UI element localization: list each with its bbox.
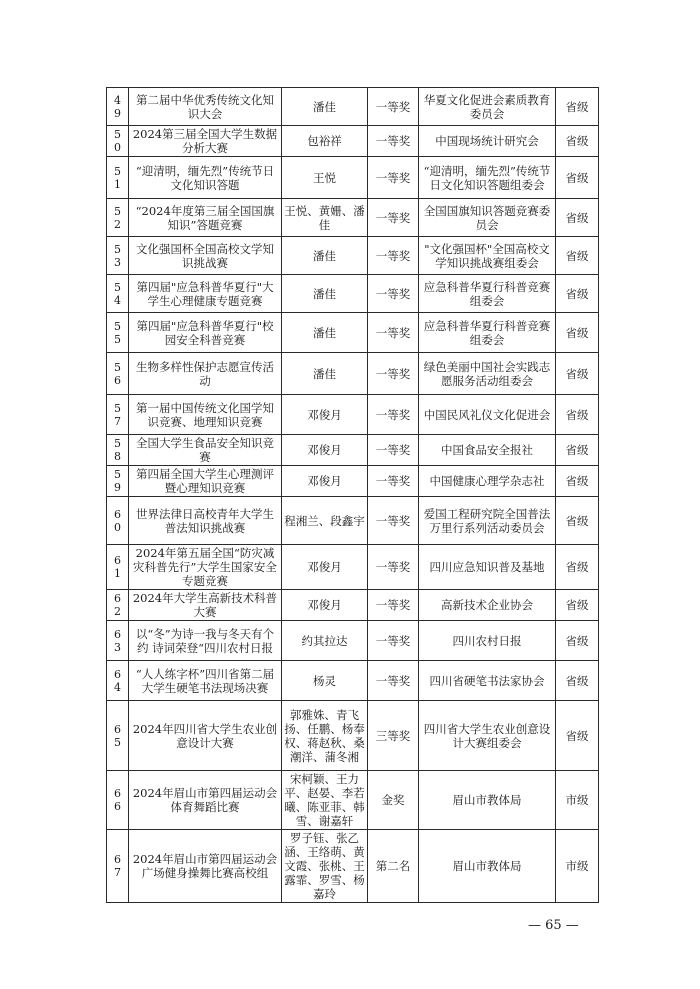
row-number <box>107 237 129 275</box>
table-row <box>107 275 599 313</box>
row-number-digit: 0 <box>114 141 121 154</box>
winner-names: 邓俊月 <box>282 435 368 466</box>
row-number-digit: 5 <box>114 164 121 178</box>
page-number: — 65 — <box>528 918 579 933</box>
award-level: 一等奖 <box>368 435 419 466</box>
competition-name: 文化强国杯全国高校文学知识挑战赛 <box>129 237 282 275</box>
row-number-digit: 9 <box>114 481 121 494</box>
organizer: 四川农村日报 <box>419 621 556 661</box>
competition-tier: 省级 <box>556 199 599 237</box>
winner-names: 王悦、黄姗、潘佳 <box>282 199 368 237</box>
row-number-digit: 4 <box>114 293 121 307</box>
row-number-digit: 5 <box>114 280 121 294</box>
competition-name: 2024第三届全国大学生数据分析大赛 <box>129 126 282 157</box>
award-level: 一等奖 <box>368 545 419 590</box>
winner-names: 潘佳 <box>282 237 368 275</box>
award-level: 金奖 <box>368 771 419 830</box>
competition-name: 2024年眉山市第四届运动会广场健身操舞比赛高校组 <box>129 830 282 903</box>
award-level: 第二名 <box>368 830 419 903</box>
competition-tier: 市级 <box>556 830 599 903</box>
row-number <box>107 830 129 903</box>
award-level: 一等奖 <box>368 353 419 395</box>
row-number-digit: 5 <box>114 332 121 346</box>
table-row <box>107 237 599 275</box>
awards-table <box>106 87 599 903</box>
competition-name: 2024年眉山市第四届运动会体育舞蹈比赛 <box>129 771 282 830</box>
table-row <box>107 621 599 661</box>
organizer: 眉山市教体局 <box>419 771 556 830</box>
row-number <box>107 466 129 497</box>
organizer: 中国民风礼仪文化促进会 <box>419 395 556 435</box>
organizer: 中国现场统计研究会 <box>419 126 556 157</box>
row-number <box>107 661 129 701</box>
winner-names: 罗子钰、张乙涵、王络萌、黄文霞、张桃、王露霏、罗雪、杨嘉玲 <box>282 830 368 903</box>
row-number-digit: 5 <box>114 128 121 141</box>
competition-name: 第四届"应急科普华夏行"大学生心理健康专题竞赛 <box>129 275 282 313</box>
organizer: 华夏文化促进会素质教育委员会 <box>419 88 556 126</box>
competition-tier: 省级 <box>556 701 599 771</box>
row-number-digit: 5 <box>114 242 121 256</box>
organizer: 四川应急知识普及基地 <box>419 545 556 590</box>
organizer: “迎清明，缅先烈”传统节日文化知识答题组委会 <box>419 157 556 199</box>
table-row <box>107 157 599 199</box>
competition-tier: 省级 <box>556 590 599 621</box>
table-row <box>107 199 599 237</box>
row-number-digit: 9 <box>114 106 121 120</box>
competition-name: 以“冬”为诗一我与冬天有个约 诗词荣登“四川农村日报 <box>129 621 282 661</box>
competition-name: 2024年大学生高新技术科普大赛 <box>129 590 282 621</box>
award-level: 一等奖 <box>368 126 419 157</box>
competition-name: 第二届中华优秀传统文化知识大会 <box>129 88 282 126</box>
row-number-digit: 4 <box>114 680 121 694</box>
award-level: 一等奖 <box>368 661 419 701</box>
winner-names: 潘佳 <box>282 313 368 353</box>
competition-name: 第一届中国传统文化国学知识竞赛、地理知识竞赛 <box>129 395 282 435</box>
row-number-digit: 4 <box>114 93 121 107</box>
table-row <box>107 830 599 903</box>
organizer: 四川省大学生农业创意设计大赛组委会 <box>419 701 556 771</box>
row-number-digit: 3 <box>114 640 121 654</box>
competition-tier: 省级 <box>556 497 599 545</box>
organizer: 中国食品安全报社 <box>419 435 556 466</box>
winner-names: 潘佳 <box>282 275 368 313</box>
row-number-digit: 6 <box>114 853 121 866</box>
row-number-digit: 5 <box>114 437 121 450</box>
row-number-digit: 1 <box>114 177 121 191</box>
winner-names: 邓俊月 <box>282 466 368 497</box>
competition-tier: 省级 <box>556 621 599 661</box>
row-number-digit: 6 <box>114 373 121 387</box>
award-level: 一等奖 <box>368 313 419 353</box>
competition-tier: 省级 <box>556 661 599 701</box>
organizer: 中国健康心理学杂志社 <box>419 466 556 497</box>
organizer: 全国国旗知识答题竞赛委员会 <box>419 199 556 237</box>
row-number-digit: 6 <box>114 507 121 521</box>
row-number-digit: 0 <box>114 520 121 534</box>
organizer: 绿色美丽中国社会实践志愿服务活动组委会 <box>419 353 556 395</box>
competition-tier: 省级 <box>556 237 599 275</box>
competition-tier: 省级 <box>556 545 599 590</box>
row-number-digit: 2 <box>114 217 121 231</box>
competition-name: 2024年四川省大学生农业创意设计大赛 <box>129 701 282 771</box>
row-number-digit: 6 <box>114 592 121 605</box>
row-number <box>107 157 129 199</box>
organizer: "文化强国杯"全国高校文学知识挑战赛组委会 <box>419 237 556 275</box>
row-number-digit: 6 <box>114 627 121 641</box>
award-level: 一等奖 <box>368 275 419 313</box>
award-level: 一等奖 <box>368 466 419 497</box>
row-number-digit: 6 <box>114 554 121 567</box>
row-number <box>107 771 129 830</box>
table-row <box>107 497 599 545</box>
awards-table-body <box>107 88 599 903</box>
row-number <box>107 275 129 313</box>
row-number <box>107 590 129 621</box>
winner-names: 郭雅姝、青飞扬、任鹏、杨奉权、蒋赵秋、桑潮洋、蒲冬湘 <box>282 701 368 771</box>
winner-names: 潘佳 <box>282 353 368 395</box>
competition-tier: 省级 <box>556 313 599 353</box>
award-level: 三等奖 <box>368 701 419 771</box>
winner-names: 潘佳 <box>282 88 368 126</box>
row-number <box>107 353 129 395</box>
competition-tier: 省级 <box>556 275 599 313</box>
row-number <box>107 88 129 126</box>
row-number-digit: 3 <box>114 255 121 269</box>
competition-tier: 省级 <box>556 157 599 199</box>
organizer: 应急科普华夏行科普竞赛组委会 <box>419 275 556 313</box>
row-number-digit: 6 <box>114 787 121 800</box>
winner-names: 王悦 <box>282 157 368 199</box>
award-level: 一等奖 <box>368 621 419 661</box>
award-level: 一等奖 <box>368 497 419 545</box>
award-level: 一等奖 <box>368 395 419 435</box>
row-number <box>107 199 129 237</box>
row-number-digit: 5 <box>114 735 121 749</box>
competition-name: 2024年第五届全国“防灾减灾科普先行”大学生国家安全专题竞赛 <box>129 545 282 590</box>
competition-tier: 省级 <box>556 126 599 157</box>
organizer: 眉山市教体局 <box>419 830 556 903</box>
competition-tier: 省级 <box>556 353 599 395</box>
competition-name: “2024年度第三届全国国旗知识”答题竞赛 <box>129 199 282 237</box>
competition-name: 第四届"应急科普华夏行"校园安全科普竞赛 <box>129 313 282 353</box>
row-number <box>107 701 129 771</box>
table-row <box>107 395 599 435</box>
row-number-digit: 7 <box>114 414 121 428</box>
row-number-digit: 6 <box>114 800 121 813</box>
table-row <box>107 701 599 771</box>
table-row <box>107 545 599 590</box>
winner-names: 程湘兰、段鑫宇 <box>282 497 368 545</box>
competition-tier: 市级 <box>556 771 599 830</box>
table-row <box>107 771 599 830</box>
row-number-digit: 8 <box>114 450 121 463</box>
competition-tier: 省级 <box>556 466 599 497</box>
row-number <box>107 313 129 353</box>
row-number-digit: 5 <box>114 401 121 415</box>
table-row <box>107 88 599 126</box>
table-row <box>107 590 599 621</box>
competition-name: “迎清明，缅先烈”传统节日文化知识答题 <box>129 157 282 199</box>
winner-names: 包裕祥 <box>282 126 368 157</box>
organizer: 高新技术企业协会 <box>419 590 556 621</box>
row-number-digit: 5 <box>114 468 121 481</box>
row-number-digit: 6 <box>114 722 121 736</box>
table-row <box>107 313 599 353</box>
row-number <box>107 395 129 435</box>
table-row <box>107 466 599 497</box>
award-level: 一等奖 <box>368 199 419 237</box>
row-number <box>107 497 129 545</box>
award-level: 一等奖 <box>368 88 419 126</box>
competition-name: 世界法律日高校青年大学生普法知识挑战赛 <box>129 497 282 545</box>
winner-names: 约其拉达 <box>282 621 368 661</box>
winner-names: 杨灵 <box>282 661 368 701</box>
row-number-digit: 5 <box>114 319 121 333</box>
competition-tier: 省级 <box>556 395 599 435</box>
table-row <box>107 126 599 157</box>
organizer: 四川省硬笔书法家协会 <box>419 661 556 701</box>
competition-name: 全国大学生食品安全知识竞赛 <box>129 435 282 466</box>
competition-name: 生物多样性保护志愿宣传活动 <box>129 353 282 395</box>
competition-tier: 省级 <box>556 435 599 466</box>
row-number-digit: 1 <box>114 567 121 580</box>
row-number <box>107 126 129 157</box>
table-row <box>107 435 599 466</box>
organizer: 爱国工程研究院全国普法万里行系列活动委员会 <box>419 497 556 545</box>
winner-names: 宋柯颖、王力平、赵晏、李若曦、陈亚菲、韩雪、谢嘉轩 <box>282 771 368 830</box>
organizer: 应急科普华夏行科普竞赛组委会 <box>419 313 556 353</box>
row-number-digit: 6 <box>114 667 121 681</box>
winner-names: 邓俊月 <box>282 545 368 590</box>
row-number <box>107 545 129 590</box>
winner-names: 邓俊月 <box>282 395 368 435</box>
award-level: 一等奖 <box>368 237 419 275</box>
row-number <box>107 621 129 661</box>
competition-name: 第四届全国大学生心理测评暨心理知识竞赛 <box>129 466 282 497</box>
table-row <box>107 353 599 395</box>
table-row <box>107 661 599 701</box>
row-number <box>107 435 129 466</box>
award-level: 一等奖 <box>368 157 419 199</box>
competition-tier: 省级 <box>556 88 599 126</box>
row-number-digit: 2 <box>114 605 121 618</box>
competition-name: “人人练字杯”四川省第二届大学生硬笔书法现场决赛 <box>129 661 282 701</box>
row-number-digit: 7 <box>114 866 121 879</box>
row-number-digit: 5 <box>114 204 121 218</box>
row-number-digit: 5 <box>114 360 121 374</box>
award-level: 一等奖 <box>368 590 419 621</box>
winner-names: 邓俊月 <box>282 590 368 621</box>
